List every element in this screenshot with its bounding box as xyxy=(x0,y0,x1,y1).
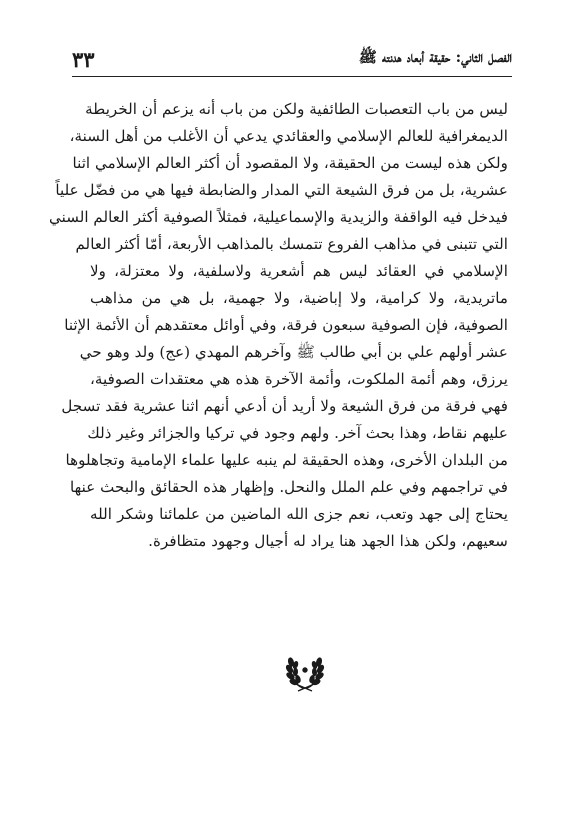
text-line: عليهم نقاط، وهذا بحث آخر. ولهم وجود في تركيا والجزائر وغير ذلك xyxy=(87,424,508,442)
text-line: يرزق، وهم أئمة الملكوت، وأئمة الآخرة هذه هي معتقدات الصوفية، xyxy=(90,370,508,388)
laurel-wreath-ornament-icon xyxy=(283,650,327,694)
text-line: يحتاج إلى جهد وتعب، نعم جزى الله الماضين من علمائنا وشكر الله xyxy=(90,505,508,523)
header-divider xyxy=(72,76,512,77)
text-line: عشرية، بل من فرق الشيعة التي المدار والضابطة فيها هي من فضّل علياً xyxy=(55,181,508,199)
text-line: عشر أولهم علي بن أبي طالب ﷺ وآخرهم المهدي (عج) ولد وهو حي xyxy=(79,343,508,361)
text-line: الصوفية، فإن الصوفية سبعون فرقة، وفي أوائل معتقدهم أن الأئمة الإثنا xyxy=(64,316,508,334)
text-line: ماتريدية، ولا كرامية، ولا إباضية، ولا جهمية، بل هي من مذاهب xyxy=(90,289,508,307)
text-line: التي تتبنى في مذاهب الفروع تتمسك بالمذاهب الأربعة، أمّا أكثر العالم xyxy=(75,235,508,253)
text-line: من البلدان الأخرى، وهذه الحقيقة لم ينبه عليها علماء الإمامية وتجاهلوها xyxy=(65,451,508,469)
page-number: ٣٣ xyxy=(72,46,95,72)
text-line: الديمغرافية للعالم الإسلامي والعقائدي يدعي أن الأغلب من أهل السنة، xyxy=(69,127,508,145)
text-line: في تراجمهم وفي علم الملل والنحل. وإظهار هذه الحقائق والبحث عنها xyxy=(70,478,508,496)
text-line: فهي فرقة من فرق الشيعة ولا أريد أن أدعي أنهم اثنا عشرية فقد تسجل xyxy=(61,397,508,415)
chapter-title: الفصل الثاني: حقيقة أبعاد هدنته ﷺ xyxy=(358,48,512,66)
text-line: ليس من باب التعصبات الطائفية ولكن من باب أنه يزعم أن الخريطة xyxy=(85,100,508,118)
page-header xyxy=(72,44,512,74)
text-line: ولكن هذه ليست من الحقيقة، ولا المقصود أن أكثر العالم الإسلامي اثنا xyxy=(72,154,508,172)
text-line: الإسلامي في العقائد ليس هم أشعرية ولاسلفية، ولا معتزلة، ولا xyxy=(90,262,508,280)
text-line: سعيهم، ولكن هذا الجهد هنا يراد له أجيال وجهود متظافرة. xyxy=(148,532,508,550)
text-line: فيدخل فيه الواقفة والزيدية والإسماعيلية، فمثلاً الصوفية أكثر العالم السني xyxy=(48,208,508,226)
body-paragraph xyxy=(48,96,508,555)
